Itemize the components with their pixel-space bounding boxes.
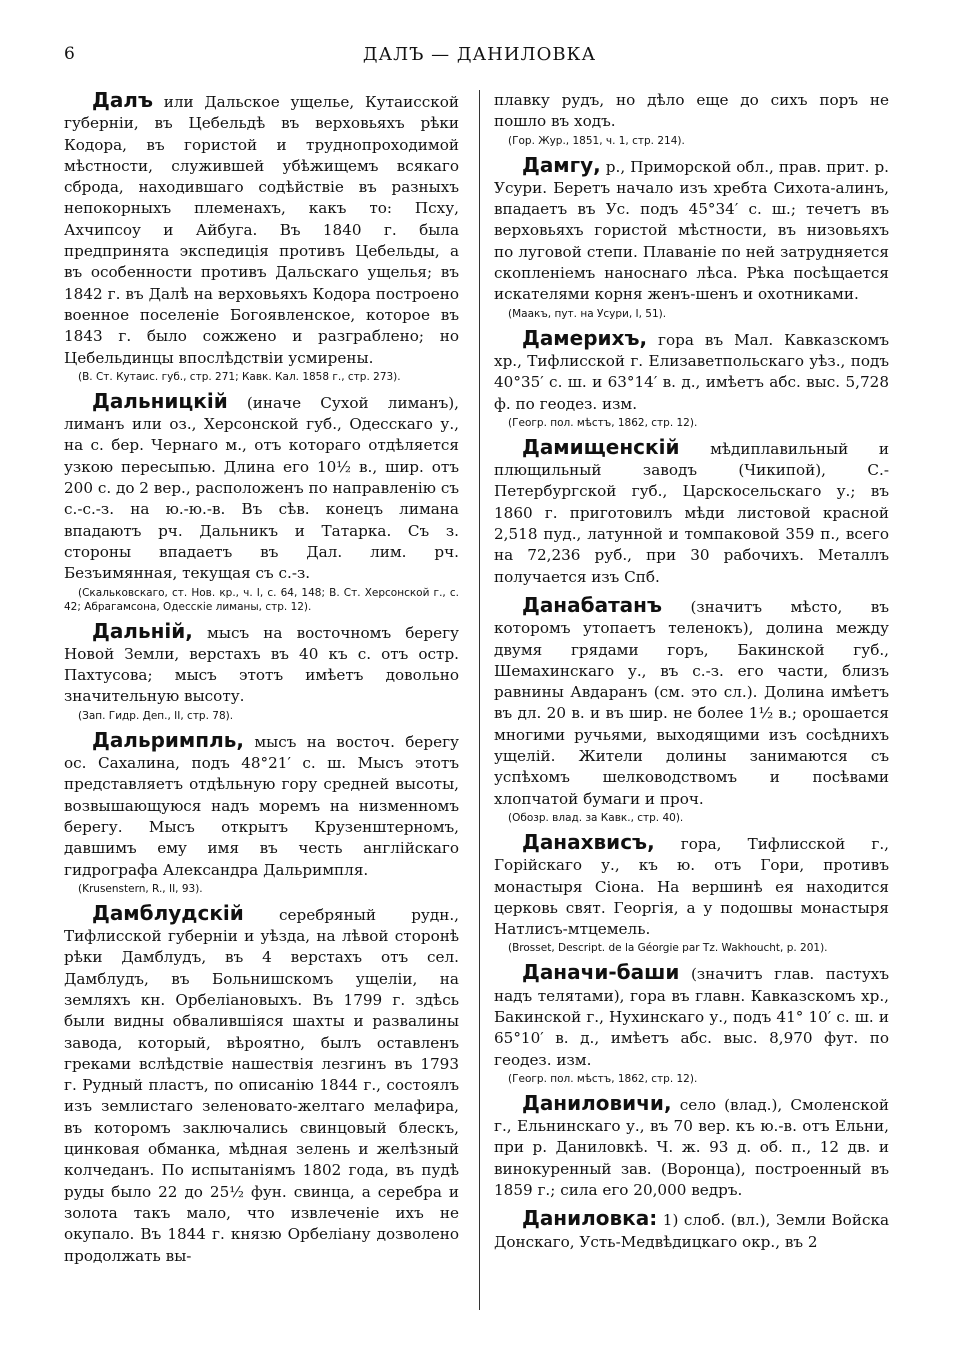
entry-reference: (Геогр. пол. мѣстъ, 1862, стр. 12).	[508, 416, 698, 429]
entry-headword: Дальницкій	[92, 388, 228, 413]
entry-reference: (В. Ст. Кутаис. губ., стр. 271; Кавк. Кал. 1858 г., стр. 273).	[78, 370, 401, 383]
dictionary-entry	[494, 152, 889, 321]
dictionary-entry	[64, 727, 459, 896]
dictionary-entry	[494, 1090, 889, 1201]
dictionary-entry	[494, 325, 889, 430]
entry-headword: Далъ	[92, 88, 153, 112]
dictionary-entry	[494, 962, 889, 1085]
entry-reference: (Гор. Жур., 1851, ч. 1, стр. 214).	[508, 134, 685, 147]
entry-body: (иначе Сухой лиманъ), лиманъ или оз., Херсонской губ., Одесскаго у., на с. бер. Чернаго м., отъ котораго отдѣляется узкою пересыпью. Длина его 10½ в., шир. отъ 200 с. до 2 вер., расположенъ по направленію съ с.-с.-з. на ю.-ю.-в. Въ сѣв. конецъ лимана впадаютъ рч. Дальникъ и Татарка. Съ з. стороны впадаетъ въ Дал. лим. рч. Безъимянная, текущая съ с.-з.	[64, 393, 460, 583]
page-header	[64, 44, 895, 68]
left-column	[64, 90, 459, 1274]
dictionary-entry	[64, 900, 459, 1267]
dictionary-entry	[494, 1208, 889, 1253]
entry-reference: (Геогр. пол. мѣстъ, 1862, стр. 12).	[508, 1072, 698, 1085]
entry-headword: Дамблудскій	[92, 900, 244, 925]
entry-headword: Даниловичи,	[522, 1090, 672, 1115]
entry-headword: Даниловка:	[522, 1206, 658, 1231]
entry-reference: (Зап. Гидр. Деп., II, стр. 78).	[78, 709, 234, 722]
entry-headword: Даначи-баши	[522, 960, 680, 985]
entry-headword: Данабатанъ	[522, 592, 663, 617]
entry-body: мѣдиплавильный и плющильный заводъ (Чикипой), С.-Петербургской губ., Царскосельскаго у.; въ 1860 г. приготовилъ мѣди листовой красной 2,518 пуд., латунной и томпаковой 359 п., всего на 72,236 руб., при 30 рабочихъ. Металлъ получается изъ Спб.	[494, 439, 889, 586]
entry-headword: Дамерихъ,	[522, 325, 648, 350]
entry-headword: Дамищенскій	[522, 434, 680, 459]
dictionary-entry	[64, 90, 459, 384]
dictionary-entry	[494, 829, 889, 955]
dictionary-entry	[64, 388, 460, 614]
page-number: 6	[64, 44, 75, 64]
dictionary-entry	[494, 90, 889, 148]
entry-body: (значитъ мѣсто, въ которомъ утопаетъ теленокъ), долина между двумя грядами горъ, Бакинской губ., Шемахинскаго у., въ с.-з. его части, близъ равнины Авдаранъ (см. это сл.). Долина имѣетъ въ дл. 20 в. и въ шир. не более 1½ в.; орошается многими ручьями, выходящими изъ сосѣднихъ ущелій. Жители долины занимаются съ успѣхомъ шелководствомъ и посѣвами хлопчатой бумаги и проч.	[494, 597, 889, 808]
entry-body: село (влад.), Смоленской г., Ельнинскаго у., въ 70 вер. къ ю.-в. отъ Ельни, при р. Даниловкѣ. Ч. ж. 93 д. об. п., 12 дв. и винокуренный зав. (Воронца), построенный въ 1859 г.; сила его 20,000 ведръ.	[494, 1095, 889, 1200]
dictionary-entry	[64, 618, 459, 723]
entry-body: или Дальское ущелье, Кутаисской губерніи, въ Цебельдѣ въ верховьяхъ рѣки Кодора, въ гористой и труднопроходимой мѣстности, служившей убѣжищемъ всякаго сброда, находившаго содѣйствіе въ разныхъ непокорныхъ племенахъ, какъ то: Псху, Ахчипсоу и Айбуга. Въ 1840 г. была предпринята экспедиція противъ Цебельды, а въ особенности противъ Дальскаго ущелья; въ 1842 г. въ Далѣ на верховьяхъ Кодора построено военное поселеніе Богоявленское, которое въ 1843 г. было сожжено и разграблено; но Цебельдинцы впослѣдствіи усмирены.	[64, 93, 459, 367]
entry-reference: (Маакъ, пут. на Усури, I, 51).	[508, 307, 667, 320]
dictionary-entry	[494, 592, 889, 825]
entry-body: плавку рудъ, но дѣло еще до сихъ поръ не пошло въ ходъ.	[494, 91, 889, 131]
entry-reference: (Скальковскаго, ст. Нов. кр., ч. I, с. 64, 148; В. Ст. Херсонской г., с. 42; Абрагамсона, Одесскіе лиманы, стр. 12).	[64, 586, 459, 613]
right-column	[494, 90, 889, 1260]
entry-body: р., Приморской обл., прав. прит. р. Усури. Беретъ начало изъ хребта Сихота-алинъ, впадаетъ въ Ус. подъ 45°34′ с. ш.; течетъ въ верховьяхъ гористой мѣстности, въ низовьяхъ по луговой степи. Плаваніе по ней затрудняется скопленіемъ наноснаго лѣса. Рѣка посѣщается искателями корня женъ-шенъ и охотниками.	[494, 157, 889, 304]
column-divider	[479, 90, 480, 1310]
entry-body: гора, Тифлисской г., Горійскаго у., къ ю. отъ Гори, противъ монастыря Сіона. На вершинѣ ея находится церковь свят. Георгія, а у подошвы монастыря Натлисъ-мтцемель.	[494, 834, 889, 939]
entry-headword: Дальній,	[92, 618, 193, 643]
entry-headword: Дамгу,	[522, 152, 601, 177]
entry-body: гора въ Мал. Кавказскомъ хр., Тифлисской г. Елизаветпольскаго уѣз., подъ 40°35′ с. ш. и 63°14′ в. д., имѣетъ абс. выс. 5,728 ф. по геодез. изм.	[494, 330, 889, 413]
entry-reference: (Brosset, Descript. de la Géorgie par Tz. Wakhoucht, p. 201).	[508, 942, 828, 955]
running-title: ДАЛЪ — ДАНИЛОВКА	[362, 44, 597, 65]
dictionary-entry	[494, 434, 889, 588]
entry-reference: (Обозр. влад. за Кавк., стр. 40).	[508, 811, 684, 824]
entry-headword: Данахвисъ,	[522, 829, 655, 854]
entry-headword: Дальримпль,	[92, 727, 244, 752]
entry-body: мысъ на восточ. берегу ос. Сахалина, подъ 48°21′ с. ш. Мысъ этотъ представляетъ отдѣльную гору средней высоты, возвышающуюся надъ моремъ на низменномъ берегу. Мысъ открытъ Крузенштерномъ, давшимъ ему имя въ честь англійскаго гидрографа Александра Дальримпля.	[64, 732, 459, 879]
entry-body: 1) слоб. (вл.), Земли Войска Донскаго, Усть-Медвѣдицкаго окр., въ 2	[494, 1211, 889, 1251]
entry-body: серебряный рудн., Тифлисской губерніи и уѣзда, на лѣвой сторонѣ рѣки Дамблудъ, въ 4 верстахъ отъ сел. Дамблудъ, въ Больнишскомъ ущеліи, на земляхъ кн. Орбеліановыхъ. Въ 1799 г. здѣсь были видны обвалившіяся шахты и развалины завода, который, вѣроятно, былъ оставленъ греками вслѣдствіе нашествія лезгинъ въ 1793 г. Рудный пластъ, по описанію 1844 г., состоялъ изъ землистаго зеленовато-желтаго мелафира, въ которомъ заключались свинцовый блескъ, цинковая обманка, мѣдная зелень и желѣзный колчеданъ. По испытаніямъ 1802 года, въ пудѣ руды было 22 до 25½ фун. свинца, а серебра и золота такъ мало, что извлеченіе ихъ не окупало. Въ 1844 г. князю Орбеліану дозволено продолжать вы-	[64, 905, 459, 1265]
entry-body: (значитъ глав. пастухъ надъ телятами), гора въ главн. Кавказскомъ хр., Бакинской г., Нухинскаго у., подъ 41° 10′ с. ш. и 65°10′ в. д., имѣетъ абс. выс. 8,970 фут. по геодез. изм.	[494, 965, 889, 1069]
entry-body: мысъ на восточномъ берегу Новой Земли, верстахъ въ 40 къ с. отъ остр. Пахтусова; мысъ этотъ имѣетъ довольно значительную высоту.	[64, 623, 459, 706]
entry-reference: (Krusenstern, R., II, 93).	[78, 882, 203, 895]
